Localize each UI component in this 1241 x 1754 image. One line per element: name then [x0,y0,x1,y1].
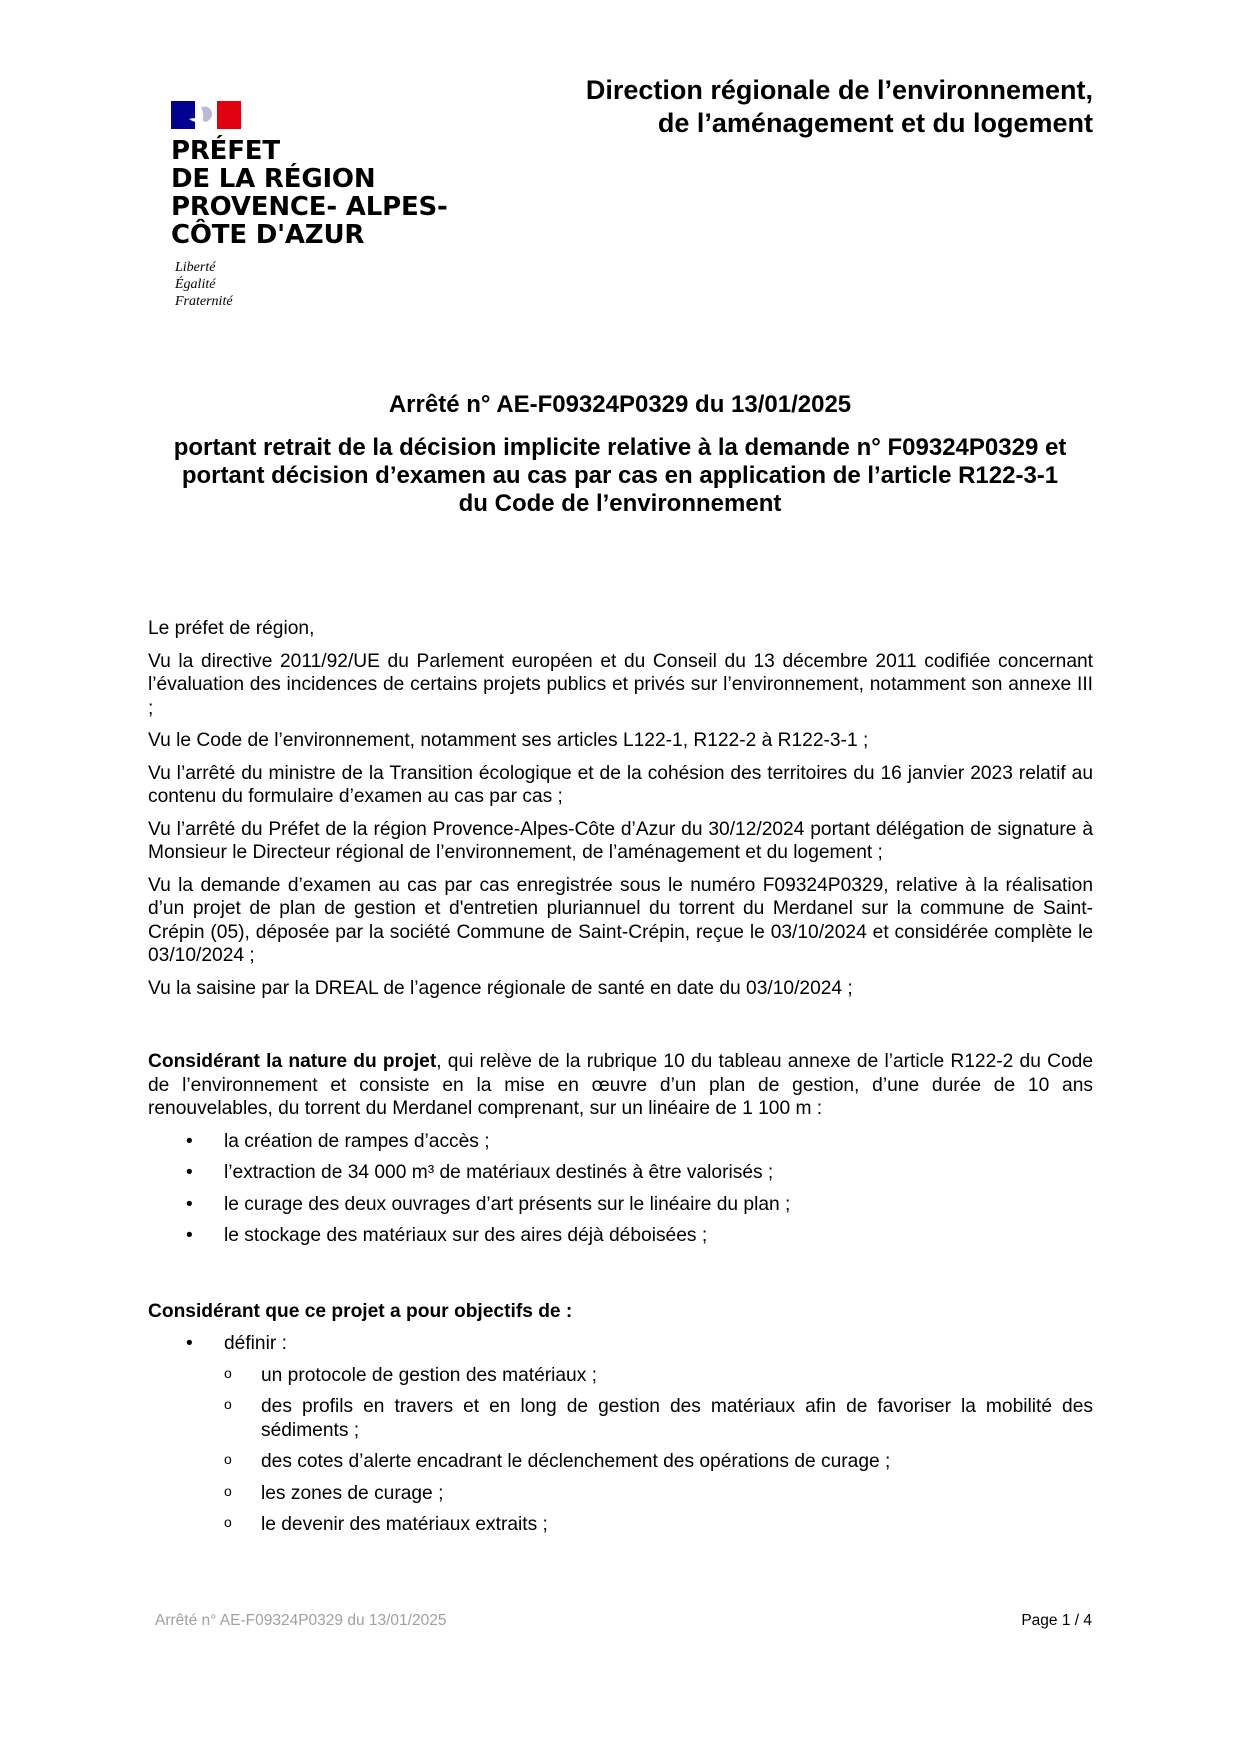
prefet-logo [171,101,448,321]
sub-bullet-marker: o [224,1514,232,1530]
vu-paragraph-2: Vu le Code de l’environnement, notamment ses articles L122-1, R122-2 à R122-3-1 ; [148,730,869,751]
considerant-nature-lead: Considérant la nature du projet [148,1051,437,1072]
bullet-marker: • [186,1162,193,1183]
bullet-marker: • [186,1130,193,1152]
considerant-objectifs-paragraph [148,1300,1093,1324]
sub-list-item: o un protocole de gestion des matériaux ; [148,1364,1093,1388]
marianne-flag-icon [171,101,241,129]
considerant-nature-text: , qui relève de la rubrique 10 du tableau annexe de l’article R122-2 du Code de l’environnement et consiste en la mise en œuvre d’un plan de gestion, d’une durée de 10 ans renouvelables, du torrent du Merdanel comprenant, sur un linéaire de 1 100 m : [148,1051,1093,1119]
nature-bullet-list [148,1130,1093,1248]
intro-paragraph: Le préfet de région, [148,618,315,639]
prefet-line-1: PRÉFET [171,136,280,166]
sub-list-item: o des profils en travers et en long de gestion des matériaux afin de favoriser la mobilité des sédiments ; [148,1395,1093,1442]
motto-fraternite: Fraternité [175,294,233,309]
footer-reference: Arrêté n° AE-F09324P0329 du 13/01/2025 [155,1612,447,1629]
bullet-marker: • [186,1225,193,1246]
sub-list-item: o le devenir des matériaux extraits ; [148,1513,1093,1537]
considerant-objectifs-lead: Considérant que ce projet a pour objectifs de : [148,1300,573,1322]
list-item: • l’extraction de 34 000 m³ de matériaux destinés à être valorisés ; [186,1162,774,1183]
list-item: • définir : [186,1333,287,1354]
objectifs-sub-list [148,1364,1093,1537]
direction-line-1: Direction régionale de l’environnement, [585,75,1093,105]
sub-list-item: o les zones de curage ; [148,1482,1093,1506]
sub-bullet-marker: o [224,1396,232,1412]
document-body [148,617,1093,1545]
prefet-line-2: DE LA RÉGION [171,164,376,194]
sub-bullet-marker: o [224,1364,232,1381]
sub-bullet-marker: o [224,1451,232,1467]
arrete-subtitle [130,434,1110,518]
list-item: • la création de rampes d’accès ; [186,1130,490,1152]
vu-paragraph-6: Vu la saisine par la DREAL de l’agence régionale de santé en date du 03/10/2024 ; [148,977,853,999]
sub-list-item: o des cotes d’alerte encadrant le déclenchement des opérations de curage ; [148,1450,1093,1474]
page-number: Page 1 / 4 [1021,1612,1092,1629]
arrete-title: Arrêté n° AE-F09324P0329 du 13/01/2025 [388,391,852,418]
direction-line-2: de l’aménagement et du logement [657,108,1093,138]
considerant-nature-paragraph [148,1050,1093,1121]
direction-header [586,74,1093,140]
list-item: • le stockage des matériaux sur des aires déjà déboisées ; [186,1225,708,1246]
vu-paragraph-4: Vu l’arrêté du Préfet de la région Provence-Alpes-Côte d’Azur du 30/12/2024 portant délégation de signature à Monsieur le Directeur régional de l’environnement, de l’aménagement et du logement ; [148,818,1093,863]
sub-bullet-marker: o [224,1482,232,1499]
motto-liberte: Liberté [175,260,216,275]
objectifs-bullet-list [148,1332,1093,1356]
subtitle-line-1: portant retrait de la décision implicite relative à la demande n° F09324P0329 et [173,434,1067,461]
vu-paragraph-5: Vu la demande d’examen au cas par cas enregistrée sous le numéro F09324P0329, relative à la réalisation d’un projet de plan de gestion et d'entretien pluriannuel du torrent du Merdanel sur la commune de Saint-Crépin (05), déposée par la société Commune de Saint-Crépin, reçue le 03/10/2024 et considérée complète le 03/10/2024 ; [148,874,1093,966]
bullet-marker: • [186,1333,193,1354]
subtitle-line-2: portant décision d’examen au cas par cas en application de l’article R122-3-1 [181,462,1059,489]
subtitle-line-3: du Code de l’environnement [458,490,782,517]
list-item: • le curage des deux ouvrages d’art présents sur le linéaire du plan ; [186,1193,791,1215]
bullet-marker: • [186,1193,193,1215]
prefet-line-3: PROVENCE- ALPES- [171,192,448,222]
vu-paragraph-3: Vu l’arrêté du ministre de la Transition écologique et de la cohésion des territoires du 16 janvier 2023 relatif au contenu du formulaire d’examen au cas par cas ; [148,762,1093,807]
motto-egalite: Égalité [175,277,216,292]
vu-paragraph-1: Vu la directive 2011/92/UE du Parlement européen et du Conseil du 13 décembre 2011 codifiée concernant l’évaluation des incidences de certains projets publics et privés sur l’environnement, notamment son annexe III ; [148,650,1093,719]
prefet-line-4: CÔTE D'AZUR [171,220,365,250]
